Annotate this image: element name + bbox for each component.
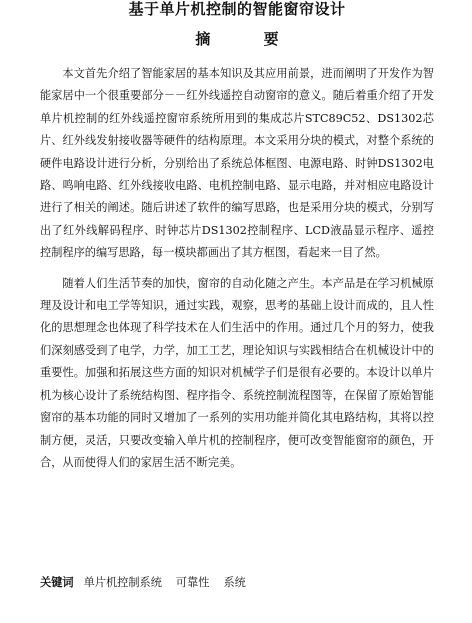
- abstract-paragraph-1: 本文首先介绍了智能家居的基本知识及其应用前景，进而阐明了开发作为智能家居中一个很重要部分－－红外线遥控自动窗帘的意义。随后着重介绍了开发单片机控制的红外线遥控窗帘系统所用到的集成芯片STC89C52、DS1302芯片、红外线发射接收器等硬件的结构原理。本文采用分块的模式，对整个系统的硬件电路设计进行分析，分别给出了系统总体框图、电源电路、时钟DS1302电路、鸣响电路、红外线接收电路、电机控制电路、显示电路，并对相应电路设计进行了相关的阐述。随后讲述了软件的编写思路，也是采用分块的模式，分别写出了红外线解码程序、时钟芯片DS1302控制程序、LCD液晶显示程序、遥控控制程序的编写思路，每一模块都画出了其方框图，看起来一目了然。: [40, 67, 434, 260]
- keywords-label: 关键词: [40, 575, 74, 589]
- keywords-line: [40, 574, 260, 591]
- keyword-item: 系统: [223, 576, 246, 589]
- abstract-heading: 摘 要: [195, 30, 303, 48]
- keyword-item: 可靠性: [175, 576, 210, 589]
- abstract-paragraph-2: 随着人们生活节奏的加快，窗帘的自动化随之产生。本产品是在学习机械原理及设计和电工学等知识，通过实践，观察，思考的基础上设计而成的，且人性化的思想理念也体现了科学技术在人们生活中的作用。通过几个月的努力，使我们深刻感受到了电学，力学，加工工艺，理论知识与实践相结合在机械设计中的重要性。加强和拓展这些方面的知识对机械学子们是很有必要的。本设计以单片机为核心设计了系统结构图、程序指令、系统控制流程图等，在保留了原始智能窗帘的基本功能的同时又增加了一系列的实用功能并简化其电路结构，其将以控制方便，灵活，只要改变输入单片机的控制程序，便可改变智能窗帘的颜色，开合，从而使得人们的家居生活不断完美。: [40, 276, 434, 469]
- document-title: 基于单片机控制的智能窗帘设计: [128, 0, 346, 18]
- keyword-item: 单片机控制系统: [83, 576, 162, 589]
